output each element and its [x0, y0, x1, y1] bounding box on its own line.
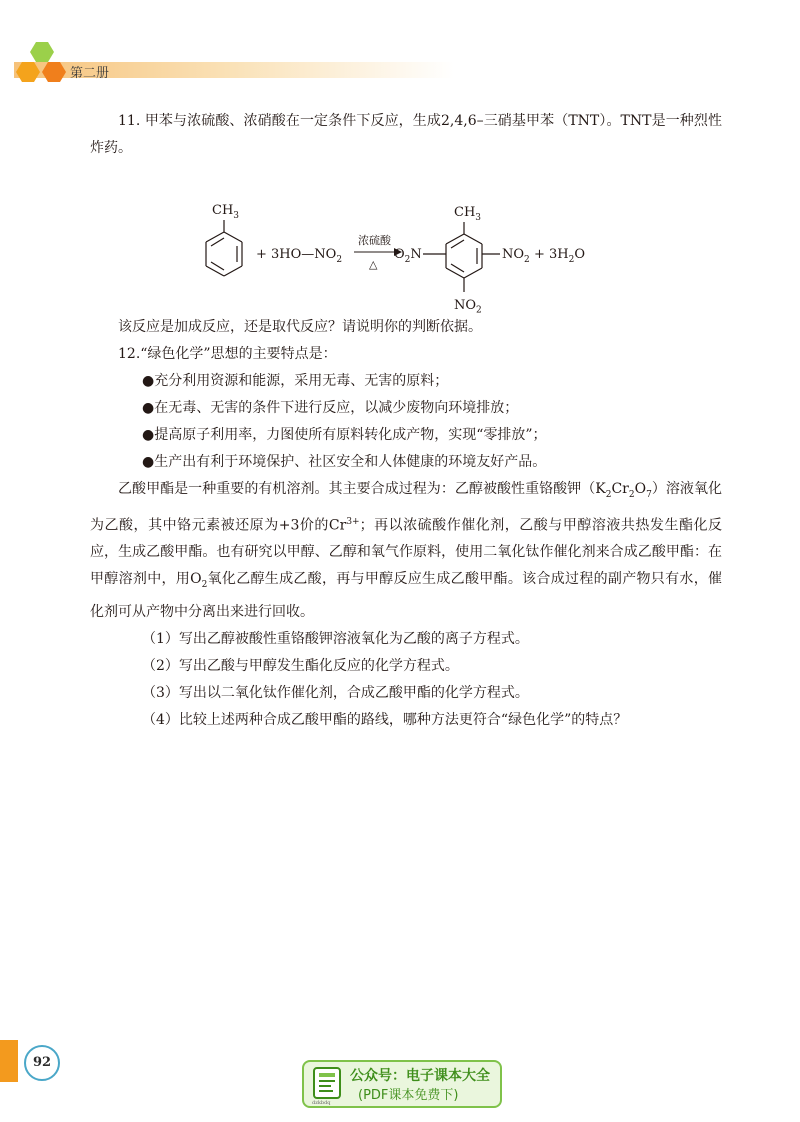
toluene-ring: [206, 220, 242, 276]
question-11-text: 11. 甲苯与浓硫酸、浓硝酸在一定条件下反应，生成2,4,6–三硝基甲苯（TNT）。TNT是一种烈性炸药。: [90, 113, 722, 156]
header-decoration: [0, 0, 800, 100]
page-header: [0, 0, 800, 100]
green-chem-point-1: ●充分利用资源和能源，采用无毒、无害的原料；: [142, 373, 449, 389]
tnt-ring: [446, 222, 500, 292]
nitric-acid-label: + $3HO—NO_2$: [256, 247, 343, 265]
no2-right-label: $NO_2$: [502, 247, 530, 265]
page-edge-strip: [0, 1040, 18, 1082]
green-chem-point-2: ●在无毒、无害的条件下进行反应，以减少废物向环境排放；: [142, 400, 519, 416]
catalyst-label: 浓硫酸: [358, 234, 391, 247]
o2n-label: $O_2N$: [394, 247, 422, 265]
watermark-badge: [302, 1060, 502, 1108]
green-chem-point-4: ●生产出有利于环境保护、社区安全和人体健康的环境友好产品。: [142, 454, 547, 470]
tnt-reaction-equation: [90, 164, 722, 316]
reaction-diagram: [90, 164, 722, 292]
ch3-left-label: $CH_3$: [212, 203, 240, 221]
subquestion-1: （1）写出乙醇被酸性重铬酸钾溶液氧化为乙酸的离子方程式。: [142, 631, 529, 648]
question-11-ask: 该反应是加成反应，还是取代反应？请说明你的判断依据。: [118, 319, 482, 335]
no2-bottom-label: $NO_2$: [454, 298, 482, 316]
subquestion-2: （2）写出乙酸与甲醇发生酯化反应的化学方程式。: [142, 658, 459, 675]
book-volume-label: 第二册: [70, 66, 110, 81]
ch3-right-label: $CH_3$: [454, 205, 482, 223]
page-number: 92: [24, 1045, 60, 1081]
methyl-acetate-paragraph: 乙酸甲酯是一种重要的有机溶剂。其主要合成过程为：乙醇被酸性重铬酸钾$(K_2Cr_2O_7)$溶液氧化为乙酸，其中铬元素被还原为+3价的$Cr^{3+}$；再以浓硫酸作催化剂，乙酸与甲醇溶液共热发生酯化反应，生成乙酸甲酯。也有研究以甲醇、乙醇和氧气作原料，使用二氧化钛作催化剂来合成乙酸甲酯：在甲醇溶剂中，用$O_2$氧化乙醇生成乙酸，再与甲醇反应生成乙酸甲酯。该合成过程的副产物只有水，催化剂可从产物中分离出来进行回收。: [90, 481, 722, 621]
badge-small-text: dzkbdq: [312, 1100, 331, 1106]
book-icon: [312, 1066, 342, 1100]
green-chem-point-3: ●提高原子利用率，力图使所有原料转化成产物，实现“零排放”；: [142, 427, 547, 443]
question-12-title: 12.“绿色化学”思想的主要特点是：: [118, 346, 337, 362]
subquestion-4: （4）比较上述两种合成乙酸甲酯的路线，哪种方法更符合“绿色化学”的特点？: [142, 712, 628, 729]
heat-symbol: △: [369, 258, 378, 271]
badge-title: 公众号：电子课本大全: [350, 1068, 490, 1084]
subquestion-3: （3）写出以二氧化钛作催化剂，合成乙酸甲酯的化学方程式。: [142, 685, 529, 702]
page-content: [90, 108, 722, 734]
badge-subtitle: (PDF课本免费下): [358, 1088, 459, 1103]
water-product-label: + $3H_2O$: [534, 247, 586, 265]
